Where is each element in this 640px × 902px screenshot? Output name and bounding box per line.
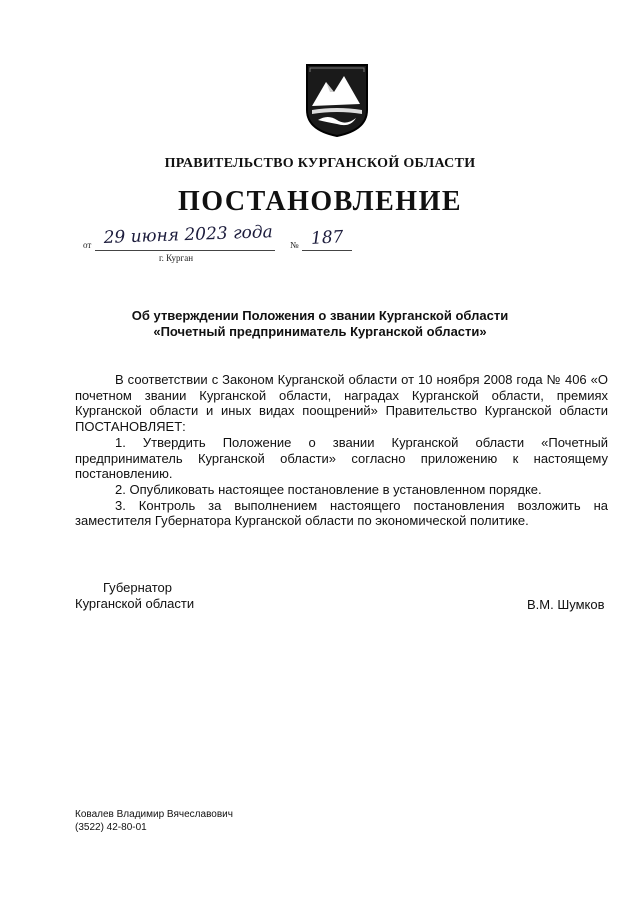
date-prefix: от — [83, 240, 92, 250]
signatory-position — [75, 580, 194, 612]
item-1-paragraph: 1. Утвердить Положение о звании Курганской области «Почетный предприниматель Курганской области» согласно приложению к настоящему постановлению. — [75, 434, 608, 482]
decree-body — [75, 372, 608, 529]
decree-subject — [0, 308, 640, 340]
decree-number: 187 — [310, 227, 344, 249]
number-prefix: № — [290, 240, 299, 250]
decree-date: 29 июня 2023 года — [103, 222, 274, 248]
item-3-paragraph: 3. Контроль за выполнением настоящего постановления возложить на заместителя Губернатора Курганской области по экономической политике. — [75, 497, 608, 529]
position-line-2: Курганской области — [75, 596, 195, 611]
item-2-paragraph: 2. Опубликовать настоящее постановление в установленном порядке. — [115, 481, 542, 497]
subject-line-1: Об утверждении Положения о звании Курганской области — [131, 308, 509, 323]
subject-line-2: «Почетный предприниматель Курганской области» — [153, 324, 487, 339]
date-underline — [95, 250, 275, 251]
preamble-paragraph: В соответствии с Законом Курганской области от 10 ноября 2008 года № 406 «О почетном звании Курганской области, наградах Курганской области, премиях Курганской области и иных видах поощрений» Правительство Курганской области ПОСТАНОВЛЯЕТ: — [75, 372, 608, 435]
position-line-1: Губернатор — [103, 580, 172, 595]
city: г. Курган — [159, 253, 194, 263]
government-name: ПРАВИТЕЛЬСТВО КУРГАНСКОЙ ОБЛАСТИ — [164, 156, 476, 171]
executor-name: Ковалев Владимир Вячеславович — [75, 809, 233, 820]
coat-of-arms-icon — [304, 62, 370, 138]
signatory-name: В.М. Шумков — [527, 597, 605, 612]
executor-contact — [75, 808, 233, 834]
number-underline — [302, 250, 352, 251]
executor-phone: (3522) 42-80-01 — [75, 822, 147, 833]
document-title: ПОСТАНОВЛЕНИЕ — [177, 186, 463, 217]
